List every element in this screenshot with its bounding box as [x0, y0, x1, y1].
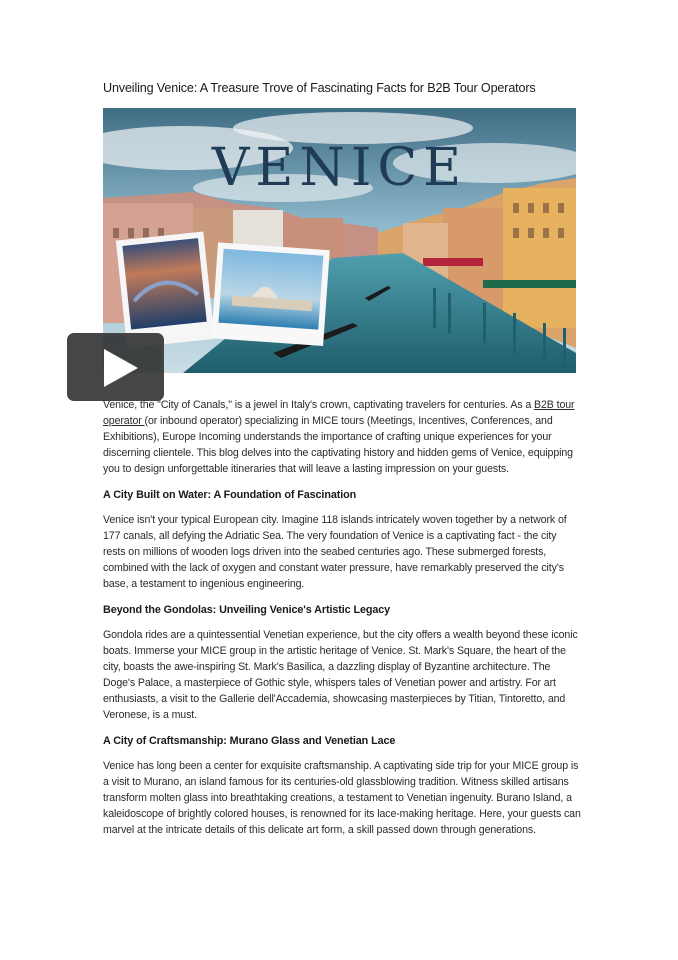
section-paragraph: Gondola rides are a quintessential Venetian experience, but the city offers a wealth beyond these iconic boats. Immerse your MICE group in the artistic heritage of Venice. St. Mark's Square, the heart of the city, boasts the awe-inspiring St. Mark's Basilica, a dazzling display of Byzantine architecture. The Doge's Palace, a masterpiece of Gothic style, whispers tales of Venetian power and artistry. For art enthusiasts, a visit to the Gallerie dell'Accademia, showcasing masterpieces by Titian, Tintoretto, and Veronese, is a must.: [103, 629, 578, 721]
play-icon: [104, 349, 138, 387]
video-play-button[interactable]: [67, 333, 164, 401]
section-heading: A City of Craftsmanship: Murano Glass and Venetian Lace: [103, 735, 396, 747]
page-title: Unveiling Venice: A Treasure Trove of Fascinating Facts for B2B Tour Operators: [103, 81, 536, 95]
hero-overlay-text: VENICE: [211, 138, 468, 198]
section-paragraph: Venice isn't your typical European city. Imagine 118 islands intricately woven together by a network of 177 canals, all defying the Adriatic Sea. The very foundation of Venice is a captivating fact - the city rests on millions of wooden logs driven into the seabed centuries ago. These submerged forests, combined with the lack of oxygen and constant water pressure, have remarkably preserved the city's base, a testament to ingenious engineering.: [103, 514, 567, 590]
section-heading: A City Built on Water: A Foundation of Fascination: [103, 489, 357, 501]
article-body: [103, 397, 581, 838]
intro-text-cont: (or inbound operator) specializing in MICE tours (Meetings, Incentives, Conferences, and Exhibitions), Europe Incoming understands the importance of crafting unique experiences for your discerning clientele. This blog delves into the captivating history and hidden gems of Venice, equipping you to design unforgettable itineraries that will leave a lasting impression on your guests.: [103, 415, 573, 475]
section-paragraph: Venice has long been a center for exquisite craftsmanship. A captivating side trip for your MICE group is a visit to Murano, an island famous for its centuries-old glassblowing tradition. Witness skilled artisans transform molten glass into breathtaking creations, a testament to Venetian ingenuity. Burano Island, a kaleidoscope of brightly colored houses, is renowned for its lace-making heritage. Here, your guests can marvel at the intricate details of this delicate art form, a skill passed down through generations.: [103, 760, 581, 836]
section-heading: Beyond the Gondolas: Unveiling Venice's Artistic Legacy: [103, 604, 391, 616]
intro-paragraph: [103, 397, 581, 477]
b2b-tour-operator-link[interactable]: B2B tour operator: [103, 399, 575, 427]
hero-image: [103, 108, 576, 373]
intro-text: Venice, the "City of Canals," is a jewel in Italy's crown, captivating travelers for centuries. As a: [103, 399, 535, 411]
